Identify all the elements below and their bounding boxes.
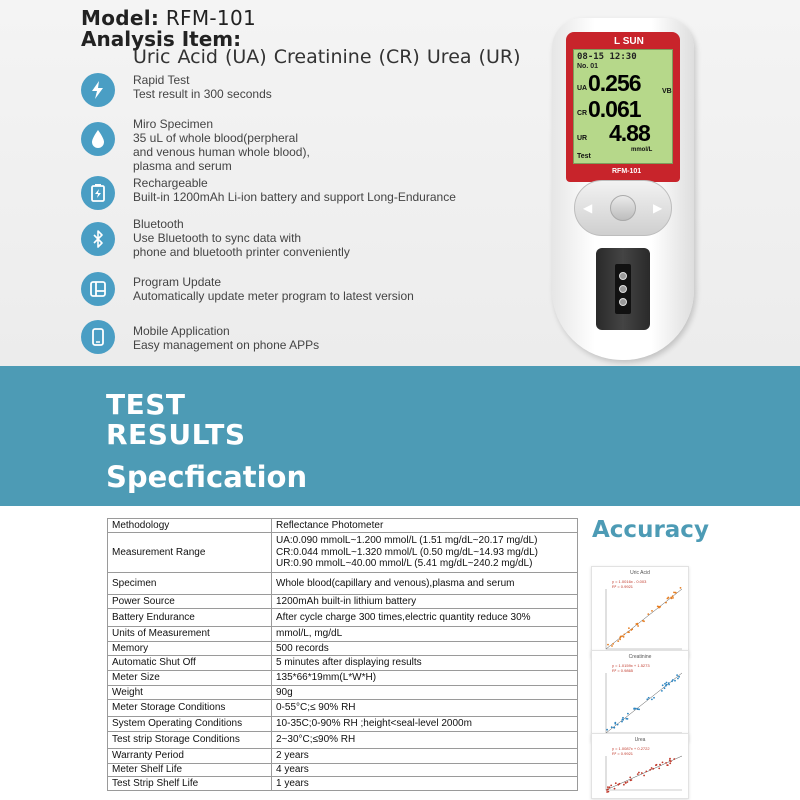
feature-desc: Test result in 300 seconds <box>133 87 272 101</box>
scatter-point <box>617 724 619 726</box>
spec-value: 0-55°C;≤ 90% RH <box>272 700 578 717</box>
scatter-point <box>623 634 625 636</box>
scatter-point <box>651 767 653 769</box>
spec-key: System Operating Conditions <box>108 717 272 732</box>
scatter-point <box>607 786 609 788</box>
update-icon <box>81 272 115 306</box>
chart-title: Creatinine <box>628 654 652 660</box>
scatter-point <box>665 602 667 604</box>
spec-row <box>108 627 578 642</box>
scatter-point <box>646 698 648 700</box>
scatter-point <box>674 680 676 682</box>
feature-title: Mobile Application <box>133 324 230 338</box>
lcd-cr-label: CR <box>577 110 588 117</box>
scatter-point <box>658 768 660 770</box>
spec-table <box>107 518 578 791</box>
chart-title: Uric Acid <box>630 570 650 576</box>
scatter-point <box>648 697 650 699</box>
scatter-point <box>638 772 640 774</box>
spec-value: UA:0.090 mmolL~1.200 mmol/L (1.51 mg/dL~20.17 mg/dL) CR:0.044 mmolL~1.320 mmol/L (0.50 mg/dL~14.93 mg/dL) UR:0.90 mmolL~40.00 mmol/L (5.41 mg/dL~240.2 mg/dL) <box>272 533 578 573</box>
spec-row <box>108 764 578 777</box>
scatter-point <box>645 771 647 773</box>
band-title-line1: TEST <box>106 388 186 421</box>
scatter-point <box>651 610 653 612</box>
accuracy-chart-urea <box>591 733 689 799</box>
scatter-point <box>662 762 664 764</box>
lightning-icon <box>81 73 115 107</box>
scatter-point <box>609 786 611 788</box>
scatter-point <box>678 676 680 678</box>
scatter-point <box>666 684 668 686</box>
scatter-point <box>619 639 621 641</box>
lcd-datetime <box>577 52 637 62</box>
spec-value: 5 minutes after displaying results <box>272 656 578 671</box>
spec-row <box>108 671 578 686</box>
feature-desc: Easy management on phone APPs <box>133 338 320 352</box>
results-band <box>0 366 800 506</box>
product-overview <box>0 0 800 366</box>
spec-key: Meter Shelf Life <box>108 764 272 777</box>
spec-value: Whole blood(capillary and venous),plasma and serum <box>272 573 578 595</box>
scatter-point <box>631 628 633 630</box>
left-arrow-icon: ◀ <box>583 201 593 215</box>
spec-key: Meter Size <box>108 671 272 686</box>
scatter-point <box>669 758 671 760</box>
spec-value: 10-35C;0-90% RH ;height<seal-level 2000m <box>272 717 578 732</box>
scatter-point <box>611 726 613 728</box>
control-pad <box>574 180 672 236</box>
phone-icon <box>81 320 115 354</box>
contact-dot <box>619 285 627 293</box>
lcd-ua-value: 0.256 <box>588 70 641 96</box>
accuracy-title: Accuracy <box>592 517 709 543</box>
chart-equation: y = 1.0087x + 0.2722 R² = 0.9921 <box>612 746 650 756</box>
scatter-point <box>669 762 671 764</box>
scatter-point <box>666 764 668 766</box>
scatter-point <box>621 721 623 723</box>
spec-key: Weight <box>108 686 272 700</box>
drop-icon <box>81 122 115 156</box>
scatter-point <box>628 627 630 629</box>
brand-logo: L SUN <box>614 36 644 47</box>
scatter-point <box>655 764 657 766</box>
scatter-point <box>680 587 682 589</box>
scatter-point <box>676 674 678 676</box>
scatter-point <box>673 592 675 594</box>
accuracy-chart-creatinine <box>591 650 689 742</box>
spec-value: 1 years <box>272 777 578 791</box>
scatter-point <box>637 623 639 625</box>
scatter-point <box>658 607 660 609</box>
spec-heading: Specfication <box>106 460 308 494</box>
scatter-point <box>622 717 624 719</box>
scatter-point <box>641 772 643 774</box>
spec-key: Methodology <box>108 519 272 533</box>
scatter-point <box>622 719 624 721</box>
spec-row <box>108 642 578 656</box>
scatter-plot <box>592 734 690 800</box>
device-bezel <box>566 32 680 182</box>
scatter-point <box>647 613 649 615</box>
scatter-point <box>643 620 645 622</box>
scatter-plot <box>592 567 690 659</box>
lcd-record-no: 01 <box>590 63 599 70</box>
spec-row <box>108 749 578 764</box>
spec-value: 2 years <box>272 749 578 764</box>
scatter-point <box>665 762 667 764</box>
scatter-point <box>664 683 666 685</box>
spec-key: Warranty Period <box>108 749 272 764</box>
spec-key: Specimen <box>108 573 272 595</box>
bluetooth-icon <box>81 222 115 256</box>
scatter-point <box>611 645 613 647</box>
lcd-test-label: Test <box>577 153 591 160</box>
scatter-point <box>606 729 608 731</box>
spec-value: After cycle charge 300 times,electric quantity reduce 30% <box>272 609 578 627</box>
scatter-point <box>614 722 616 724</box>
spec-value: 135*66*19mm(L*W*H) <box>272 671 578 686</box>
right-arrow-icon: ▶ <box>653 201 663 215</box>
spec-row <box>108 519 578 533</box>
lcd-ua-label: UA <box>577 85 588 92</box>
scatter-point <box>607 644 609 646</box>
spec-row <box>108 573 578 595</box>
scatter-point <box>620 636 622 638</box>
spec-key: Automatic Shut Off <box>108 656 272 671</box>
device-model-tag: RFM-101 <box>612 168 642 175</box>
scatter-point <box>629 777 631 779</box>
spec-value: 1200mAh built-in lithium battery <box>272 595 578 609</box>
band-title-line2: RESULTS <box>106 418 246 451</box>
scatter-point <box>661 690 663 692</box>
feature-title: Rapid Test <box>133 73 190 87</box>
strip-port <box>596 248 650 330</box>
scatter-point <box>670 760 672 762</box>
spec-row <box>108 609 578 627</box>
spec-key: Power Source <box>108 595 272 609</box>
model-value: RFM-101 <box>165 6 257 30</box>
scatter-point <box>607 788 609 790</box>
scatter-point <box>623 784 625 786</box>
scatter-point <box>673 758 675 760</box>
lcd-cr-value: 0.061 <box>588 96 641 122</box>
scatter-point <box>627 631 629 633</box>
lcd-time: 12:30 <box>609 52 637 62</box>
lcd-no-label: No. <box>577 63 589 70</box>
scatter-point <box>671 680 673 682</box>
scatter-point <box>653 697 655 699</box>
scatter-point <box>617 784 619 786</box>
lcd-screen <box>573 49 673 164</box>
scatter-point <box>627 781 629 783</box>
spec-key: Units of Measurement <box>108 627 272 642</box>
spec-key: Meter Storage Conditions <box>108 700 272 717</box>
spec-row <box>108 656 578 671</box>
scatter-point <box>672 595 674 597</box>
scatter-point <box>614 788 616 790</box>
scatter-point <box>649 769 651 771</box>
spec-value: 4 years <box>272 764 578 777</box>
spec-row <box>108 686 578 700</box>
scatter-point <box>613 727 615 729</box>
scatter-point <box>671 598 673 600</box>
spec-key: Test strip Storage Conditions <box>108 732 272 749</box>
feature-desc: 35 uL of whole blood(perpheral and venous human whole blood), plasma and serum <box>133 131 310 173</box>
scatter-point <box>643 775 645 777</box>
spec-row <box>108 700 578 717</box>
spec-value: 2~30°C;≤90% RH <box>272 732 578 749</box>
feature-desc: Use Bluetooth to sync data with phone and bluetooth printer conveniently <box>133 231 350 259</box>
scatter-point <box>637 625 639 627</box>
feature-title: Miro Specimen <box>133 117 214 131</box>
scatter-point <box>651 699 653 701</box>
lcd-unit: mmol/L <box>631 147 653 153</box>
spec-key: Measurement Range <box>108 533 272 573</box>
scatter-point <box>638 709 640 711</box>
scatter-point <box>659 764 661 766</box>
spec-row <box>108 777 578 791</box>
strip-slot <box>615 264 631 314</box>
contact-dot <box>619 298 627 306</box>
feature-title: Bluetooth <box>133 217 184 231</box>
scatter-point <box>637 708 639 710</box>
scatter-point <box>627 713 629 715</box>
chart-equation: y = 1.0016x - 0.003 R² = 0.9921 <box>612 579 647 589</box>
scatter-point <box>652 768 654 770</box>
scatter-point <box>615 782 617 784</box>
feature-title: Rechargeable <box>133 176 208 190</box>
spec-value: Reflectance Photometer <box>272 519 578 533</box>
spec-value: 90g <box>272 686 578 700</box>
scatter-point <box>662 684 664 686</box>
analysis-label: Analysis Item: <box>81 27 242 51</box>
scatter-point <box>612 643 614 645</box>
lcd-date: 08-15 <box>577 52 605 62</box>
spec-value: mmol/L, mg/dL <box>272 627 578 642</box>
scatter-point <box>664 687 666 689</box>
lcd-ur-value: 4.88 <box>609 120 650 146</box>
contact-dot <box>619 272 627 280</box>
scatter-point <box>633 708 635 710</box>
spec-key: Test Strip Shelf Life <box>108 777 272 791</box>
spec-key: Memory <box>108 642 272 656</box>
scatter-point <box>668 597 670 599</box>
lcd-vb-label: VB <box>662 88 672 95</box>
scatter-point <box>677 678 679 680</box>
scatter-point <box>625 782 627 784</box>
spec-row <box>108 732 578 749</box>
power-button-icon <box>610 195 636 221</box>
scatter-point <box>625 718 627 720</box>
meter-device <box>552 18 694 360</box>
chart-equation: y = 1.0159x + 1.5273 R² = 0.9865 <box>612 663 650 673</box>
lcd-ur-label: UR <box>577 135 588 142</box>
spec-row <box>108 533 578 573</box>
chart-title: Urea <box>634 737 646 743</box>
feature-title: Program Update <box>133 275 222 289</box>
scatter-point <box>666 682 668 684</box>
battery-icon <box>81 176 115 210</box>
scatter-point <box>630 779 632 781</box>
scatter-point <box>608 791 610 793</box>
spec-row <box>108 717 578 732</box>
analysis-items: Uric Acid (UA) Creatinine (CR) Urea (UR) <box>133 46 521 68</box>
scatter-point <box>637 773 639 775</box>
scatter-plot <box>592 651 690 743</box>
spec-value: 500 records <box>272 642 578 656</box>
model-label: Model: <box>81 6 160 30</box>
scatter-point <box>668 682 670 684</box>
lcd-record <box>577 63 598 70</box>
spec-row <box>108 595 578 609</box>
feature-desc: Built-in 1200mAh Li-ion battery and support Long-Endurance <box>133 190 456 204</box>
scatter-point <box>635 708 637 710</box>
feature-desc: Automatically update meter program to latest version <box>133 289 414 303</box>
accuracy-chart-uric-acid <box>591 566 689 658</box>
spec-key: Battery Endurance <box>108 609 272 627</box>
scatter-point <box>610 785 612 787</box>
scatter-point <box>617 640 619 642</box>
